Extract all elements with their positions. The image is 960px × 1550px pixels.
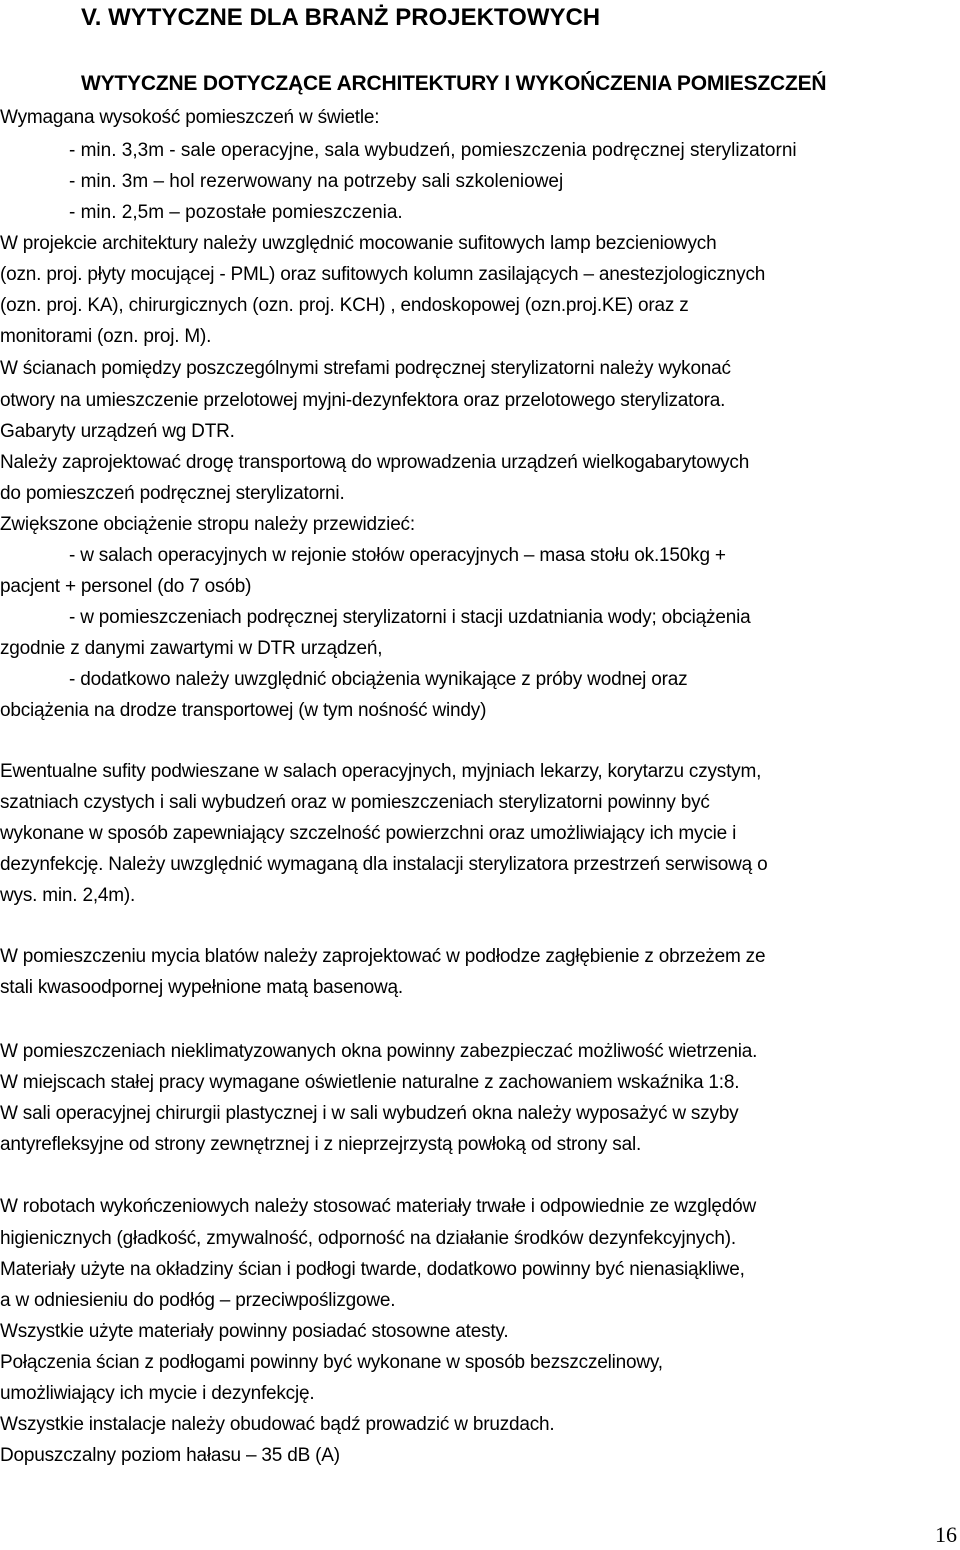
text-line: Wymagana wysokość pomieszczeń w świetle: (0, 107, 380, 128)
section-heading: V. WYTYCZNE DLA BRANŻ PROJEKTOWYCH (81, 4, 601, 31)
text-line: otwory na umieszczenie przelotowej myjni-dezynfektora oraz przelotowego sterylizatora. (0, 390, 726, 411)
text-line: Wszystkie użyte materiały powinny posiadać stosowne atesty. (0, 1321, 509, 1342)
text-line: W projekcie architektury należy uwzględnić mocowanie sufitowych lamp bezcieniowych (0, 233, 717, 254)
text-line: obciążenia na drodze transportowej (w tym nośność windy) (0, 700, 487, 721)
text-line: - dodatkowo należy uwzględnić obciążenia wynikające z próby wodnej oraz (69, 669, 688, 690)
page-number: 16 (935, 1522, 957, 1547)
text-line: dezynfekcję. Należy uwzględnić wymaganą dla instalacji sterylizatora przestrzeń serwisową o (0, 854, 768, 875)
text-line: W miejscach stałej pracy wymagane oświetlenie naturalne z zachowaniem wskaźnika 1:8. (0, 1072, 740, 1093)
text-line: do pomieszczeń podręcznej sterylizatorni. (0, 483, 345, 504)
text-line: - min. 3,3m - sale operacyjne, sala wybudzeń, pomieszczenia podręcznej sterylizatorni (69, 140, 797, 161)
text-line: W robotach wykończeniowych należy stosować materiały trwałe i odpowiednie ze względów (0, 1196, 757, 1217)
text-line: Zwiększone obciążenie stropu należy przewidzieć: (0, 514, 415, 535)
text-line: Dopuszczalny poziom hałasu – 35 dB (A) (0, 1445, 340, 1466)
text-line: a w odniesieniu do podłóg – przeciwpoślizgowe. (0, 1290, 396, 1311)
text-line: umożliwiający ich mycie i dezynfekcję. (0, 1383, 315, 1404)
text-line: - min. 2,5m – pozostałe pomieszczenia. (69, 202, 403, 223)
text-line: Ewentualne sufity podwieszane w salach operacyjnych, myjniach lekarzy, korytarzu czystym, (0, 761, 762, 782)
text-line: szatniach czystych i sali wybudzeń oraz w pomieszczeniach sterylizatorni powinny być (0, 792, 710, 813)
text-line: monitorami (ozn. proj. M). (0, 326, 212, 347)
text-line: - w pomieszczeniach podręcznej sterylizatorni i stacji uzdatniania wody; obciążenia (69, 607, 751, 628)
text-line: Należy zaprojektować drogę transportową do wprowadzenia urządzeń wielkogabarytowych (0, 452, 750, 473)
text-line: zgodnie z danymi zawartymi w DTR urządzeń, (0, 638, 383, 659)
text-line: wys. min. 2,4m). (0, 885, 136, 906)
text-line: (ozn. proj. płyty mocującej - PML) oraz sufitowych kolumn zasilających – anestezjologicznych (0, 264, 766, 285)
text-line: pacjent + personel (do 7 osób) (0, 576, 252, 597)
text-line: antyrefleksyjne od strony zewnętrznej i z nieprzejrzystą powłoką od strony sal. (0, 1134, 642, 1155)
text-line: W sali operacyjnej chirurgii plastycznej i w sali wybudzeń okna należy wyposażyć w szyby (0, 1103, 739, 1124)
text-line: W ścianach pomiędzy poszczególnymi strefami podręcznej sterylizatorni należy wykonać (0, 358, 731, 379)
text-line: Połączenia ścian z podłogami powinny być wykonane w sposób bezszczelinowy, (0, 1352, 663, 1373)
text-line: Wszystkie instalacje należy obudować bądź prowadzić w bruzdach. (0, 1414, 555, 1435)
text-line: (ozn. proj. KA), chirurgicznych (ozn. proj. KCH) , endoskopowej (ozn.proj.KE) oraz z (0, 295, 689, 316)
subheading: WYTYCZNE DOTYCZĄCE ARCHITEKTURY I WYKOŃCZENIA POMIESZCZEŃ (81, 72, 827, 95)
text-line: - w salach operacyjnych w rejonie stołów operacyjnych – masa stołu ok.150kg + (69, 545, 726, 566)
text-line: higienicznych (gładkość, zmywalność, odporność na działanie środków dezynfekcyjnych). (0, 1228, 736, 1249)
text-line: W pomieszczeniach nieklimatyzowanych okna powinny zabezpieczać możliwość wietrzenia. (0, 1041, 758, 1062)
text-line: stali kwasoodpornej wypełnione matą basenową. (0, 977, 403, 998)
text-line: Gabaryty urządzeń wg DTR. (0, 421, 235, 442)
text-line: wykonane w sposób zapewniający szczelność powierzchni oraz umożliwiający ich mycie i (0, 823, 737, 844)
text-line: - min. 3m – hol rezerwowany na potrzeby sali szkoleniowej (69, 171, 564, 192)
text-line: W pomieszczeniu mycia blatów należy zaprojektować w podłodze zagłębienie z obrzeżem ze (0, 946, 766, 967)
text-line: Materiały użyte na okładziny ścian i podłogi twarde, dodatkowo powinny być nienasiąkliwe, (0, 1259, 745, 1280)
